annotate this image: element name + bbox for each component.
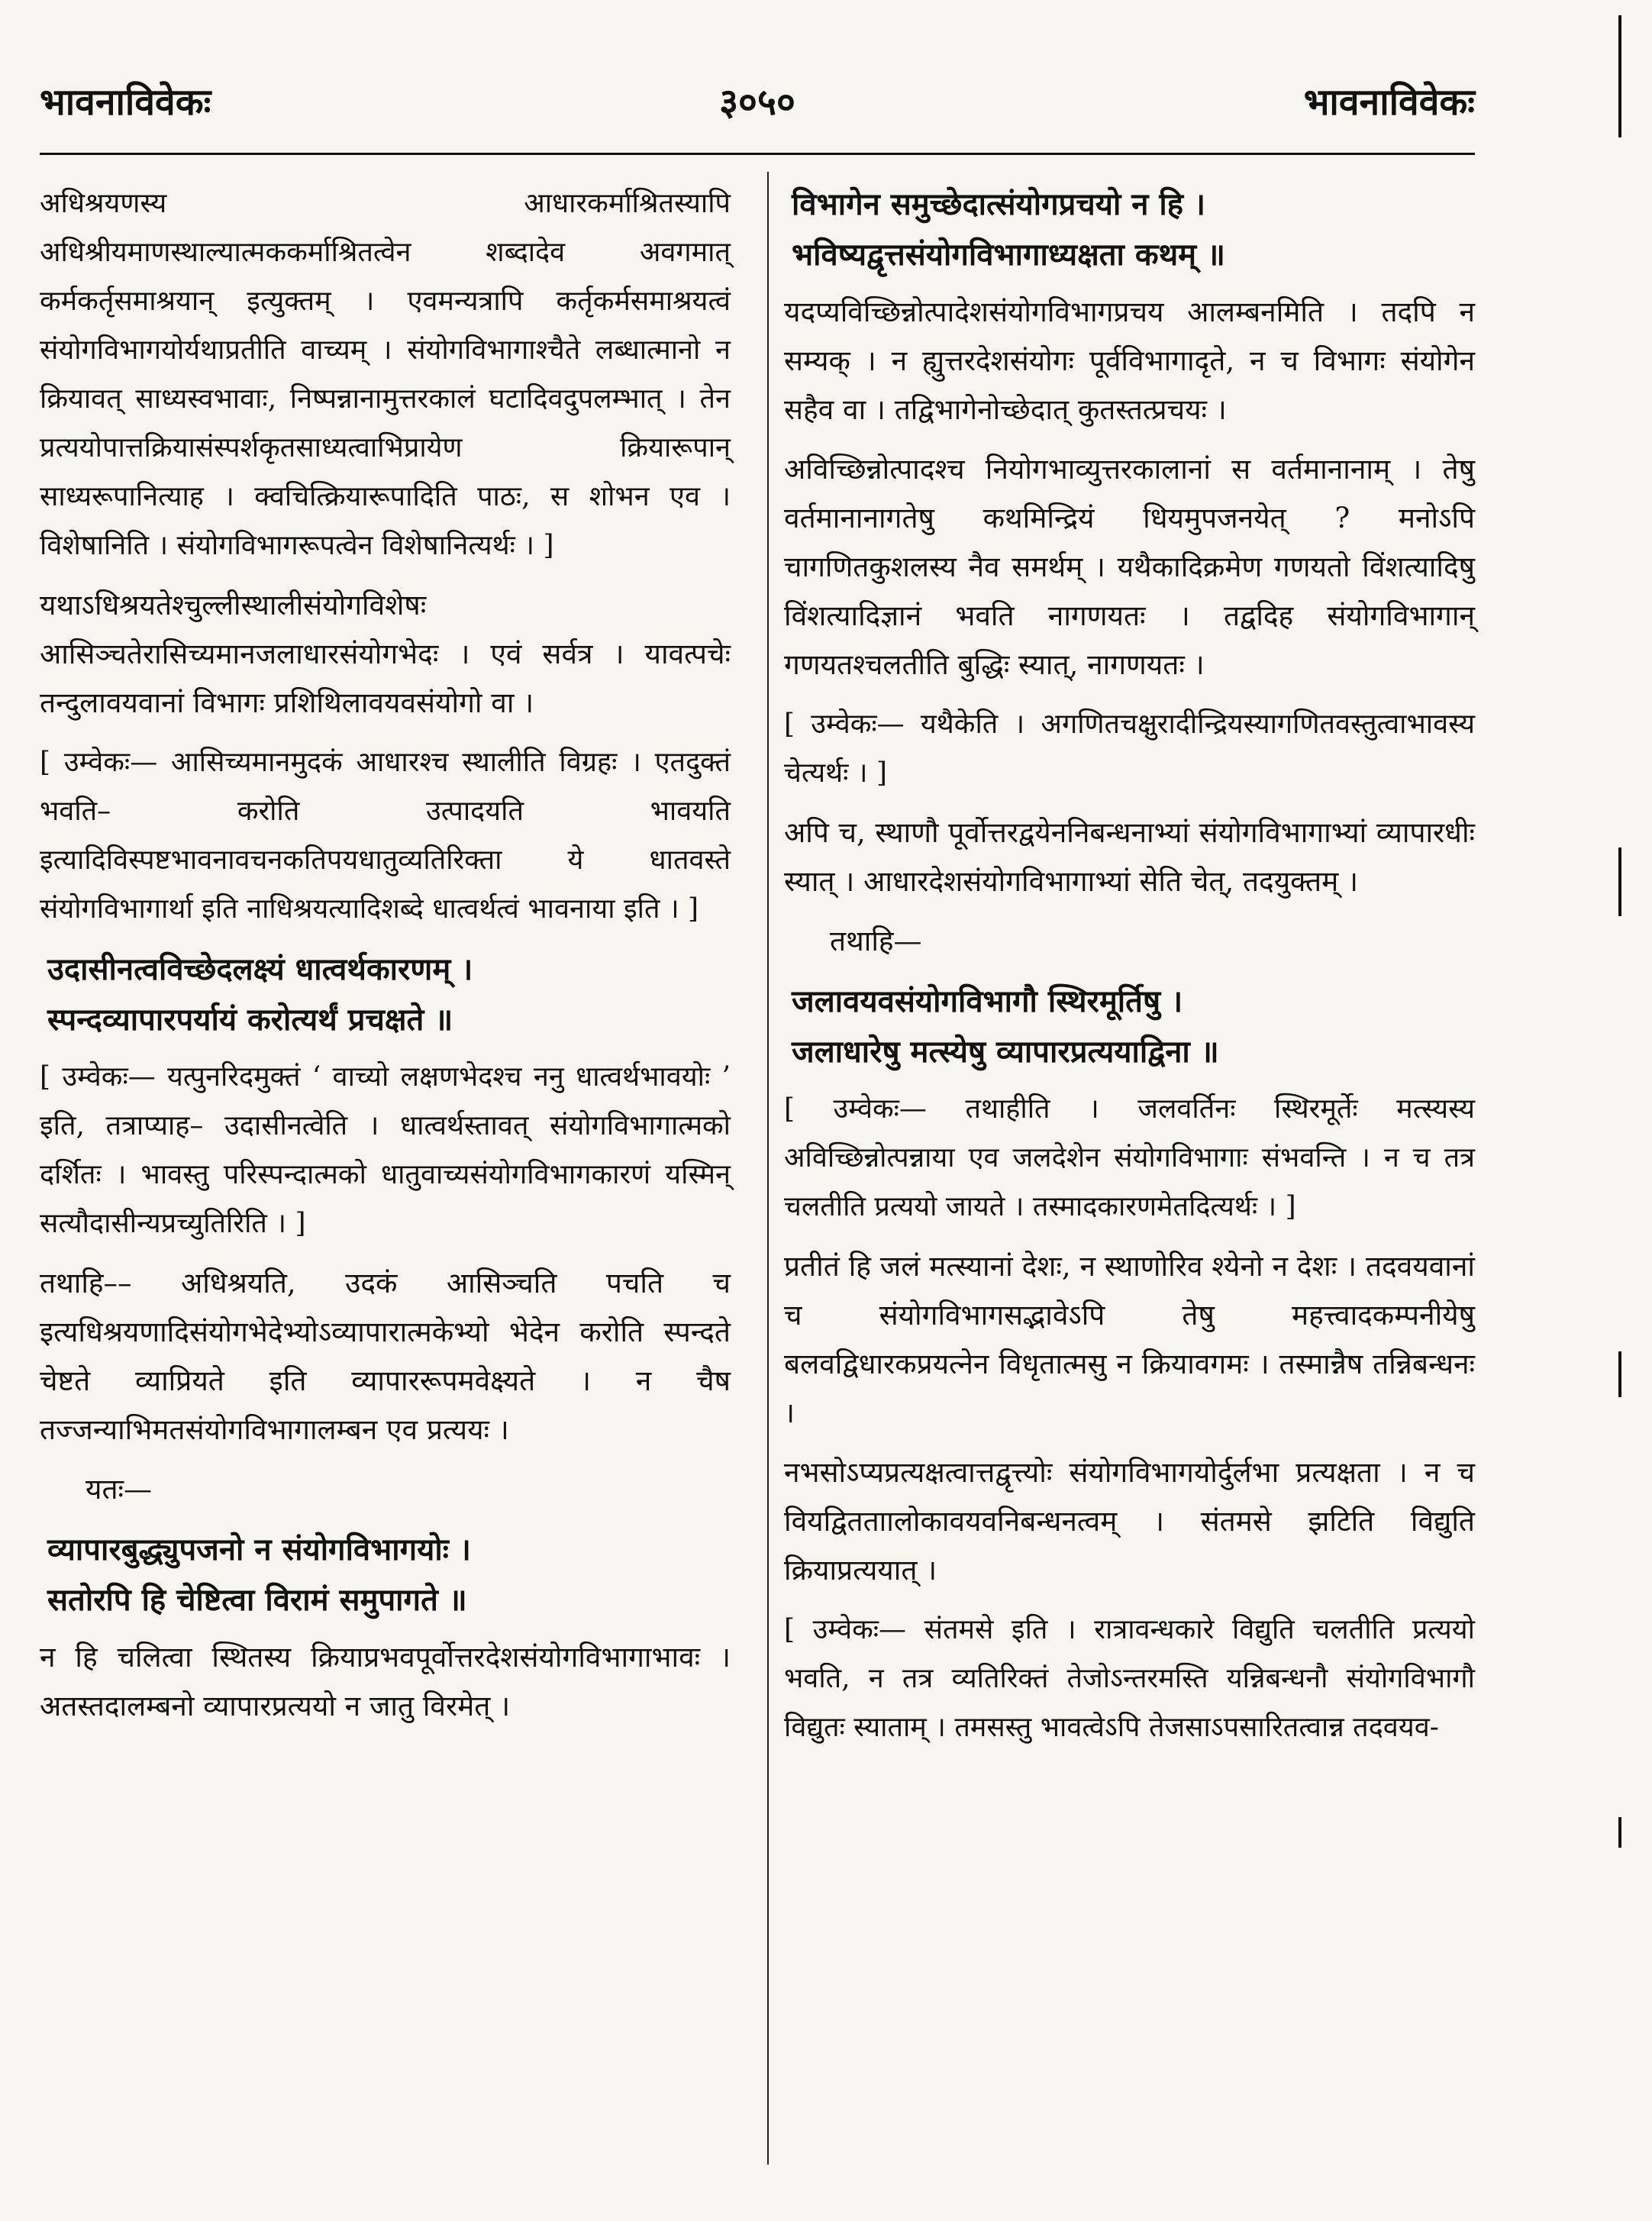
commentary: [ उम्वेकः— संतमसे इति । रात्रावन्धकारे विद्युति चलतीति प्रत्ययो भवति, न तत्र व्यतिरिक्तं तेजोऽन्तरमस्ति यन्निबन्धनौ संयोगविभागौ विद्युतः स्याताम् । तमसस्तु भावत्वेऽपि तेजसाऽपसारितत्वान्न तदवयव- [784,1614,1475,1743]
verse-line: सतोरपि हि चेष्टित्वा विरामं समुपागते ॥ [47,1582,467,1618]
header-right-title: भावनाविवेकः [1303,81,1475,124]
paragraph: तथाहि–– अधिश्रयति, उदकं आसिञ्चति पचति च इत्यधिश्रयणादिसंयोगभेदेभ्योऽव्यापारात्मकेभ्यो भेदेन करोति स्पन्दते चेष्टते व्याप्रियते इति व्यापाररूपमवेक्ष्यते । न चैष तज्जन्याभिमतसंयोगविभागालम्बन एव प्रत्ययः । [40,1267,731,1446]
verse-1 [40,944,731,1045]
verse-line: स्पन्दव्यापारपर्यायं करोत्यर्थं प्रचक्षते ॥ [47,1002,453,1038]
scan-edge-mark [1618,847,1621,916]
running-header [40,76,1475,137]
left-column [40,179,731,1742]
paragraph: अधिश्रयणस्य आधारकर्माश्रितस्यापि अधिश्रीयमाणस्थाल्यात्मककर्माश्रितत्वेन शब्दादेव अवगमात् कर्मकर्तृसमाश्रयान् इत्युक्तम् । एवमन्यत्रापि कर्तृकर्मसमाश्रयत्वं संयोगविभागयोर्यथाप्रतीति वाच्यम् । संयोगविभागाश्चैते लब्धात्मानो न क्रियावत् साध्यस्वभावाः, निष्पन्नानामुत्तरकालं घटादिवदुपलम्भात् । तेन प्रत्ययोपात्तक्रियासंस्पर्शकृतसाध्यत्वाभिप्रायेण क्रियारूपान् साध्यरूपानित्याह । क्वचित्क्रियारूपादिति पाठः, स शोभन एव । विशेषानिति । संयोगविभागरूपत्वेन विशेषानित्यर्थः । ] [40,188,731,561]
verse-3 [784,179,1475,280]
verse-line: उदासीनत्वविच्छेदलक्ष्यं धात्वर्थकारणम् । [47,951,473,987]
verse-line: जलावयवसंयोगविभागौ स्थिरमूर्तिषु । [792,983,1183,1019]
commentary: [ उम्वेकः— आसिच्यमानमुदकं आधारश्च स्थालीति विग्रहः । एतदुक्तं भवति– करोति उत्पादयति भावयति इत्यादिविस्पष्टभावनावचनकतिपयधातुव्यतिरिक्ता ये धातवस्ते संयोगविभागार्था इति नाधिश्रयत्यादिशब्दे धात्वर्थत्वं भावनाया इति । ] [40,747,731,925]
header-left-title: भावनाविवेकः [40,81,211,124]
page-number: ३०५० [719,81,795,124]
paragraph: यथाऽधिश्रयतेश्चुल्लीस्थालीसंयोगविशेषः आसिञ्चतेरासिच्यमानजलाधारसंयोगभेदः । एवं सर्वत्र । यावत्पचेः तन्दुलावयवानां विभागः प्रशिथिलावयवसंयोगो वा । [40,589,731,719]
verse-4 [784,977,1475,1077]
verse-line: भविष्यद्वृत्तसंयोगविभागाध्यक्षता कथम् ॥ [792,237,1225,273]
verse-line: विभागेन समुच्छेदात्संयोगप्रचयो न हि । [792,186,1206,222]
paragraph: नभसोऽप्यप्रत्यक्षत्वात्तद्वृत्त्योः संयोगविभागयोर्दुर्लभा प्रत्यक्षता । न च वियद्वितताालोकावयवनिबन्धनत्वम् । संतमसे झटिति विद्युति क्रियाप्रत्ययात् । [784,1456,1475,1587]
commentary: [ उम्वेकः— यत्पुनरिदमुक्तं ‘ वाच्यो लक्षणभेदश्च ननु धात्वर्थभावयोः ’ इति, तत्राप्याह– उदासीनत्वेति । धात्वर्थस्तावत् संयोगविभागात्मको दर्शितः । भावस्तु परिस्पन्दात्मको धातुवाच्यसंयोगविभागकारणं यस्मिन् सत्यौदासीन्यप्रच्युतिरिति । ] [40,1061,731,1239]
commentary: [ उम्वेकः— यथैकेति । अगणितचक्षुरादीन्द्रियस्यागणितवस्तुत्वाभावस्य चेत्यर्थः । ] [784,709,1475,789]
paragraph: यदप्यविच्छिन्नोत्पादेशसंयोगविभागप्रचय आलम्बनमिति । तदपि न सम्यक् । न ह्युत्तरदेशसंयोगः पूर्वविभागादृते, न च विभागः संयोगेन सहैव वा । तद्विभागेनोच्छेदात् कुतस्तत्प्रचयः । [784,295,1475,426]
commentary: [ उम्वेकः— तथाहीति । जलवर्तिनः स्थिरमूर्तेः मत्स्यस्य अविच्छिन्नोत्पन्नाया एव जलदेशेन संयोगविभागाः संभवन्ति । न च तत्र चलतीति प्रत्ययो जायते । तस्मादकारणमेतदित्यर्थः । ] [784,1093,1475,1222]
scan-edge-mark [1618,1817,1621,1848]
paragraph: अविच्छिन्नोत्पादश्च नियोगभाव्युत्तरकालानां स वर्तमानानाम् । तेषु वर्तमानानागतेषु कथमिन्द्रियं धियमुपजनयेत् ? मनोऽपि चागणितकुशलस्य नैव समर्थम् । यथैकादिक्रमेण गणयतो विंशत्यादिषु विंशत्यादिज्ञानं भवति नागणयतः । तद्वदिह संयोगविभागान् गणयतश्चलतीति बुद्धिः स्यात्, नागणयतः । [784,453,1475,681]
verse-line: जलाधारेषु मत्स्येषु व्यापारप्रत्ययाद्विना ॥ [792,1034,1219,1070]
paragraph: न हि चलित्वा स्थितस्य क्रियाप्रभवपूर्वोत्तरदेशसंयोगविभागाभावः । अतस्तदालम्बनो व्यापारप्रत्ययो न जातु विरमेत् । [40,1641,731,1722]
verse-line: व्यापारबुद्ध्युपजनो न संयोगविभागयोः । [47,1532,471,1567]
right-column [784,179,1475,1763]
paragraph: अपि च, स्थाणौ पूर्वोत्तरद्वयेननिबन्धनाभ्यां संयोगविभागाभ्यां व्यापारधीः स्यात् । आधारदेशसंयोगविभागाभ्यां सेति चेत्, तदयुक्तम् । [784,816,1475,898]
column-divider [767,172,769,2165]
lead-in: यतः— [86,1473,153,1506]
verse-2 [40,1525,731,1625]
scan-edge-mark [1618,15,1621,137]
lead-in: तथाहि— [830,925,922,957]
scan-edge-mark [1618,1351,1621,1397]
header-rule [40,153,1475,155]
paragraph: प्रतीतं हि जलं मत्स्यानां देशः, न स्थाणोरिव श्येनो न देशः । तदवयवानां च संयोगविभागसद्भावेऽपि तेषु महत्त्वादकम्पनीयेषु बलवद्विधारकप्रयत्नेन विधृतात्मसु न क्रियावगमः । तस्मान्नैष तन्निबन्धनः । [784,1250,1475,1429]
